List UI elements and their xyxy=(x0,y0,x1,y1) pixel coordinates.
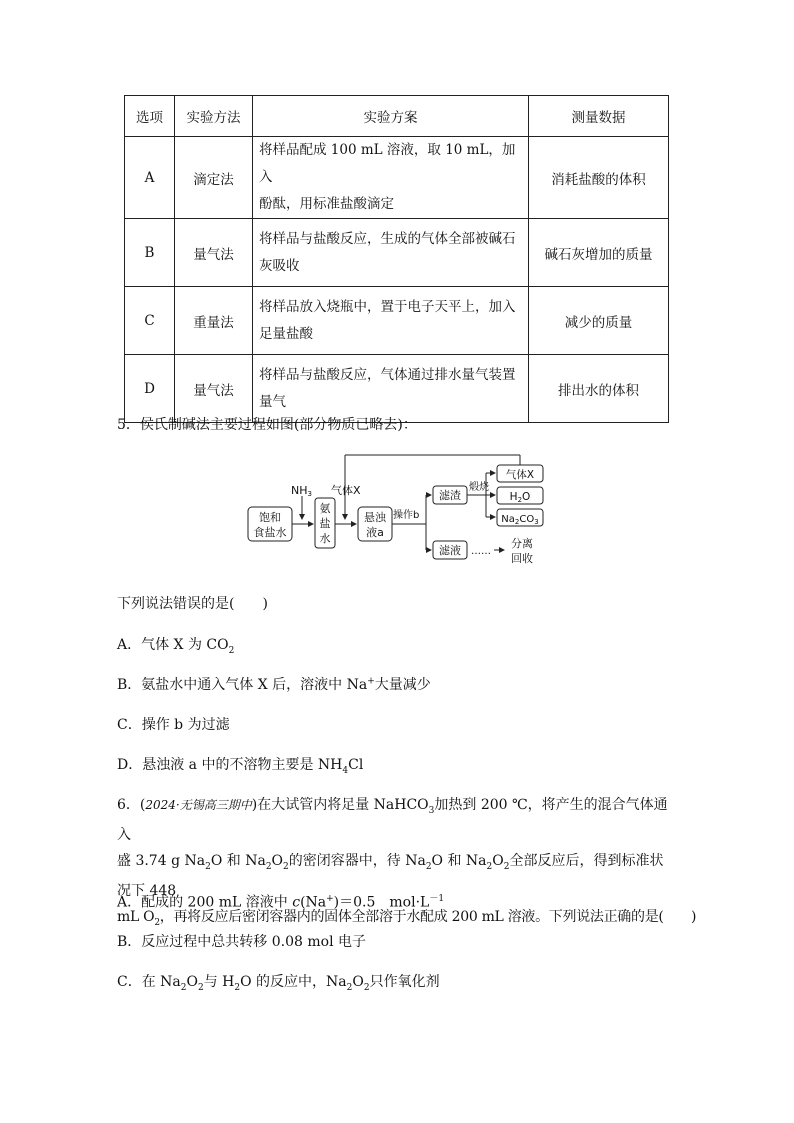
q6-line-1: 6．(2024·无锡高三期中)在大试管内将足量 NaHCO$_3$加热到 200 ℃，将产生的混合气体通入 xyxy=(117,797,668,843)
out-na2co3-label: $Na_2CO_3$ xyxy=(501,514,539,526)
q5-question: 下列说法错误的是( ) xyxy=(117,596,268,612)
cell-option: A xyxy=(125,137,175,219)
cell-plan xyxy=(253,219,529,287)
box-amm-label-1: 氨 xyxy=(319,502,331,515)
cell-data: 排出水的体积 xyxy=(529,355,669,423)
box-amm-label-3: 水 xyxy=(319,532,331,545)
q5-option-b: B．氨盐水中通入气体 X 后，溶液中 Na+大量减少 xyxy=(117,676,431,693)
q6-line-2: 盛 3.74 g $Na_2O$ 和 $Na_2O_2$的密闭容器中，待 $Na_2O$ 和 $Na_2O_2$全部反应后，得到标准状况下 448 xyxy=(117,852,664,899)
q6-source: 2024·无锡高三期中 xyxy=(145,798,252,812)
cell-plan xyxy=(253,287,529,355)
box-susp-label-2: 液a xyxy=(366,526,384,539)
q5-option-c: C．操作 b 为过滤 xyxy=(117,717,230,733)
box-amm-label-2: 盐 xyxy=(319,517,331,530)
box-brine-label-2: 食盐水 xyxy=(253,526,287,539)
separate-label-1: 分离 xyxy=(511,537,533,550)
q5-stem: 5．侯氏制碱法主要过程如图(部分物质已略去)： xyxy=(117,417,417,433)
q6-stem xyxy=(117,793,697,934)
q6-option-a: A．配成的 200 mL 溶液中 c(Na+)＝0.5 $mol\cdot L^{-1}$ xyxy=(117,894,445,911)
cell-data: 碱石灰增加的质量 xyxy=(529,219,669,287)
cell-data: 消耗盐酸的体积 xyxy=(529,137,669,219)
op-b-label: 操作b xyxy=(393,510,420,521)
plan-line: 将样品与盐酸反应，生成的气体全部被碱石 xyxy=(259,230,516,247)
cell-option: C xyxy=(125,287,175,355)
plan-line: 将样品放入烧瓶中，置于电子天平上，加入 xyxy=(259,298,516,315)
options-table xyxy=(124,95,669,423)
box-susp-label-1: 悬浊 xyxy=(364,511,386,524)
header-option: 选项 xyxy=(125,96,175,137)
cell-plan xyxy=(253,355,529,423)
table-row xyxy=(125,287,669,355)
header-data: 测量数据 xyxy=(529,96,669,137)
dots-label: …… xyxy=(471,546,491,557)
cell-method: 量气法 xyxy=(175,355,253,423)
plan-line: 灰吸收 xyxy=(259,257,300,274)
separate-label-2: 回收 xyxy=(511,552,533,565)
cell-option: B xyxy=(125,219,175,287)
table-header-row xyxy=(125,96,669,137)
q6-option-b: B．反应过程中总共转移 0.08 mol 电子 xyxy=(117,934,366,950)
plan-line: 量气 xyxy=(259,393,286,410)
box-brine-label-1: 饱和 xyxy=(259,511,281,524)
q5-option-a: A．气体 X 为 $CO_2$ xyxy=(117,637,235,656)
q6-option-c: C．在 $Na_2O_2$与 $H_2O$ 的反应中，$Na_2O_2$只作氧化剂 xyxy=(117,974,440,993)
out-gasx-label: 气体X xyxy=(505,469,535,481)
table-row xyxy=(125,219,669,287)
header-method: 实验方法 xyxy=(175,96,253,137)
nh3-label: NH3 xyxy=(291,484,312,498)
cell-method: 量气法 xyxy=(175,219,253,287)
plan-line: 将样品与盐酸反应，气体通过排水量气装置 xyxy=(259,366,516,383)
cell-data: 减少的质量 xyxy=(529,287,669,355)
calcine-label: 煅烧 xyxy=(469,482,489,493)
plan-line: 将样品配成 100 mL 溶液，取 10 mL，加入 xyxy=(259,142,516,185)
plan-line: 酚酞，用标准盐酸滴定 xyxy=(259,196,394,212)
cell-method: 滴定法 xyxy=(175,137,253,219)
table-row xyxy=(125,355,669,423)
cell-plan xyxy=(253,137,529,219)
table-row xyxy=(125,137,669,219)
process-diagram xyxy=(240,450,560,575)
residue-label: 滤渣 xyxy=(439,489,461,502)
header-plan: 实验方案 xyxy=(253,96,529,137)
gasx-input-label: 气体X xyxy=(331,484,361,497)
out-h2o-label: H2O xyxy=(509,491,531,504)
q6-line-3: mL $O_2$，再将反应后密闭容器内的固体全部溶于水配成 200 mL 溶液。下列说法正确的是( ) xyxy=(117,908,697,928)
cell-option: D xyxy=(125,355,175,423)
plan-line: 足量盐酸 xyxy=(259,325,313,342)
cell-method: 重量法 xyxy=(175,287,253,355)
filtrate-label: 滤液 xyxy=(439,544,461,557)
q5-option-d: D．悬浊液 a 中的不溶物主要是 $NH_4Cl$ xyxy=(117,757,364,776)
